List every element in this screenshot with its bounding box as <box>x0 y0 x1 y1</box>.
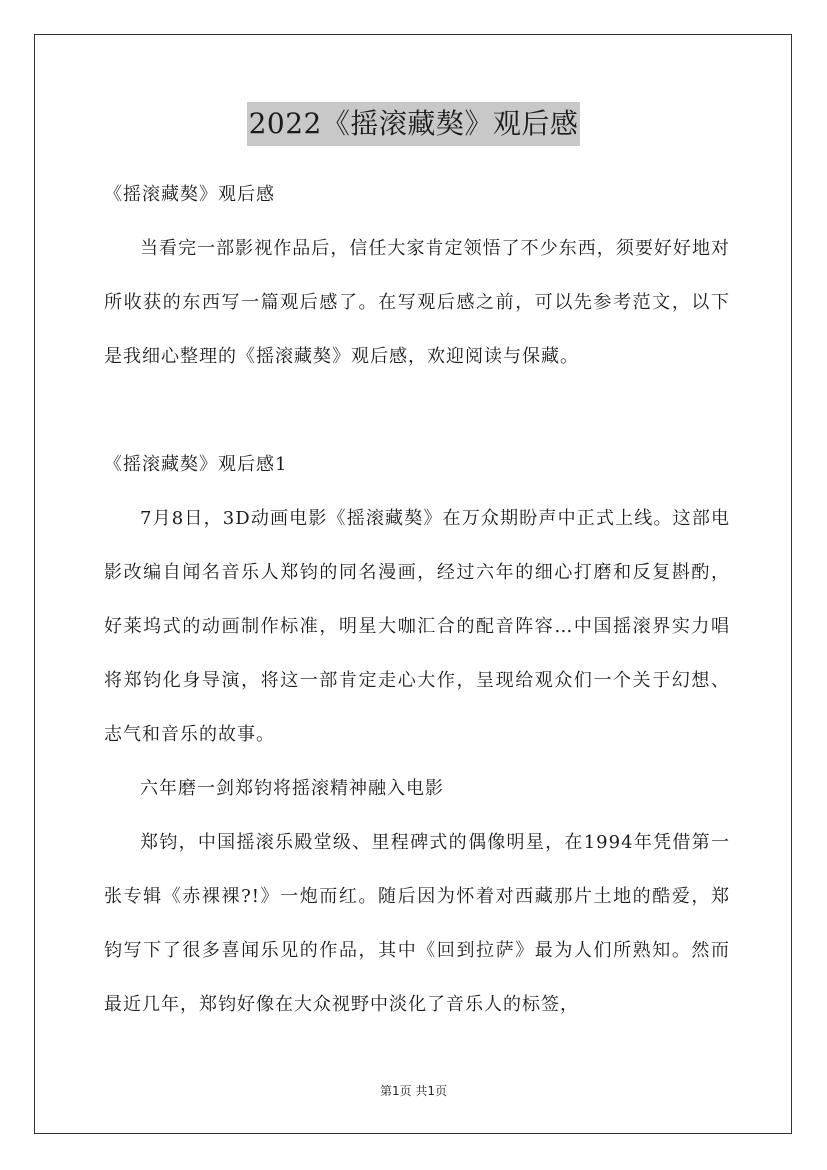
document-title-text: 2022《摇滚藏獒》观后感 <box>247 102 581 146</box>
subheading: 六年磨一剑郑钧将摇滚精神融入电影 <box>140 778 444 799</box>
document-title <box>0 100 827 146</box>
document-body <box>104 168 730 1032</box>
essay-heading: 《摇滚藏獒》观后感1 <box>104 454 288 475</box>
intro-paragraph: 当看完一部影视作品后，信任大家肯定领悟了不少东西，须要好好地对所收获的东西写一篇观后感了。在写观后感之前，可以先参考范文，以下是我细心整理的《摇滚藏獒》观后感，欢迎阅读与保藏。 <box>104 238 730 367</box>
body-paragraph-1: 7月8日，3D动画电影《摇滚藏獒》在万众期盼声中正式上线。这部电影改编自闻名音乐人郑钧的同名漫画，经过六年的细心打磨和反复斟酌，好莱坞式的动画制作标准，明星大咖汇合的配音阵容…中国摇滚界实力唱将郑钧化身导演，将这一部肯定走心大作，呈现给观众们一个关于幻想、志气和音乐的故事。 <box>104 508 730 745</box>
page-footer: 第1页 共1页 <box>379 1084 448 1098</box>
section-heading: 《摇滚藏獒》观后感 <box>104 184 275 205</box>
body-paragraph-2: 郑钧，中国摇滚乐殿堂级、里程碑式的偶像明星，在1994年凭借第一张专辑《赤裸裸?!》一炮而红。随后因为怀着对西藏那片土地的酷爱，郑钧写下了很多喜闻乐见的作品，其中《回到拉萨》最为人们所熟知。然而最近几年，郑钧好像在大众视野中淡化了音乐人的标签， <box>104 832 730 1015</box>
paragraph-spacer <box>104 384 730 438</box>
